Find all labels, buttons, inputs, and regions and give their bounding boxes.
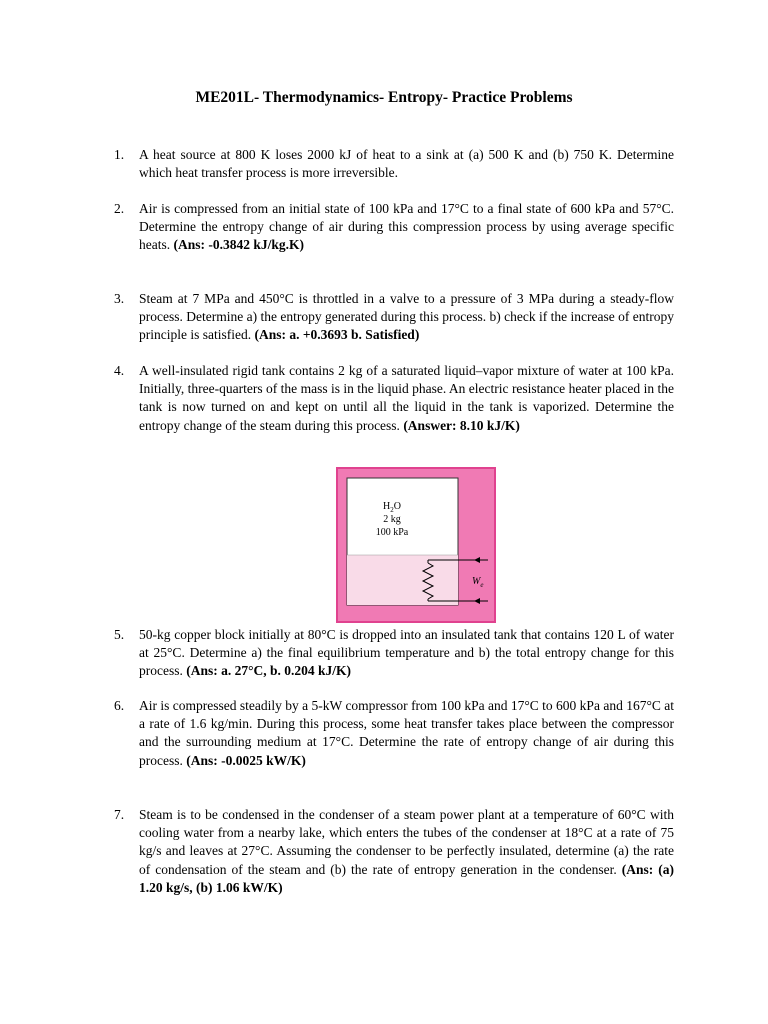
problem-text-block bbox=[139, 806, 674, 897]
answer-text: (Ans: (a) 1.20 kg/s, (b) 1.06 kW/K) bbox=[139, 861, 674, 895]
problem-text: Steam is to be condensed in the condenser of a steam power plant at a temperature of 60°C with cooling water from a nearby lake, which enters the tubes of the condenser at 18°C at a rate of 75 kg/s and leaves at 27°C. Assuming the condenser to be perfectly insulated, determine (a) the rate of condensation of the steam and (b) the rate of entropy generation in the condenser. bbox=[139, 807, 674, 877]
problem-number: 1. bbox=[114, 147, 125, 162]
problem-number: 6. bbox=[114, 698, 125, 713]
pressure-label: 100 kPa bbox=[375, 527, 409, 538]
problem-text-block bbox=[139, 200, 674, 255]
work-label: $W_e$ bbox=[472, 576, 484, 589]
problem-5 bbox=[114, 626, 674, 681]
liquid-region bbox=[347, 555, 458, 605]
problem-text: Air is compressed from an initial state of 100 kPa and 17°C to a final state of 600 kPa and 57°C. Determine the entropy change of air during this compression process by using average specific heats. bbox=[139, 201, 674, 253]
problem-text-block bbox=[139, 146, 674, 182]
problem-text: A heat source at 800 K loses 2000 kJ of heat to a sink at (a) 500 K and (b) 750 K. Determine which heat transfer process is more irreversible. bbox=[139, 147, 674, 181]
page-title: ME201L- Thermodynamics- Entropy- Practice Problems bbox=[195, 89, 573, 106]
problem-number: 2. bbox=[114, 201, 125, 216]
problem-number: 3. bbox=[114, 291, 125, 306]
answer-text: (Ans: -0.0025 kW/K) bbox=[186, 752, 306, 768]
answer-open-paren: ( bbox=[173, 237, 178, 253]
problem-text: 50-kg copper block initially at 80°C is dropped into an insulated tank that contains 120 L of water at 25°C. Determine a) the final equilibrium temperature and b) the total entropy change for this process. bbox=[139, 627, 674, 679]
problem-7 bbox=[114, 806, 674, 897]
problem-3 bbox=[114, 290, 674, 345]
answer-label: Ans bbox=[178, 237, 201, 253]
rigid-tank-figure bbox=[336, 467, 496, 623]
answer-text: (Ans: a. 27°C, b. 0.204 kJ/K) bbox=[186, 663, 352, 679]
problem-number: 7. bbox=[114, 807, 125, 822]
problem-4 bbox=[114, 362, 674, 435]
problem-text-block bbox=[139, 362, 674, 435]
problem-text-block bbox=[139, 290, 674, 345]
answer-text: (Ans: a. +0.3693 b. Satisfied) bbox=[254, 327, 420, 343]
problem-number: 5. bbox=[114, 627, 125, 642]
problem-text: A well-insulated rigid tank contains 2 kg of a saturated liquid–vapor mixture of water at 100 kPa. Initially, three-quarters of the mass is in the liquid phase. An electric resistance heater placed in the tank is now turned on and kept on until all the liquid in the tank is vaporized. Determine the entropy change of the steam during this process. bbox=[139, 363, 674, 433]
problem-6 bbox=[114, 697, 674, 770]
problem-text-block bbox=[139, 697, 674, 770]
problem-text-block bbox=[139, 626, 674, 681]
problem-number: 4. bbox=[114, 363, 125, 378]
problem-text: Steam at 7 MPa and 450°C is throttled in a valve to a pressure of 3 MPa during a steady-flow process. Determine a) the entropy generated during this process. b) check if the increase of entropy principle is satisfied. bbox=[139, 291, 674, 343]
answer-value: : -0.3842 kJ/kg.K) bbox=[200, 237, 305, 253]
problem-2 bbox=[114, 200, 674, 255]
mass-label: 2 kg bbox=[383, 514, 401, 525]
substance-label: $H_2O$ bbox=[383, 501, 401, 514]
problem-text: Air is compressed steadily by a 5-kW compressor from 100 kPa and 17°C to 600 kPa and 167°C at a rate of 1.6 kg/min. During this process, some heat transfer takes place between the compressor and the surrounding medium at 17°C. Determine the rate of entropy change of air during this process. bbox=[139, 698, 674, 768]
answer-text: (Answer: 8.10 kJ/K) bbox=[403, 417, 520, 433]
problem-1 bbox=[114, 146, 674, 182]
